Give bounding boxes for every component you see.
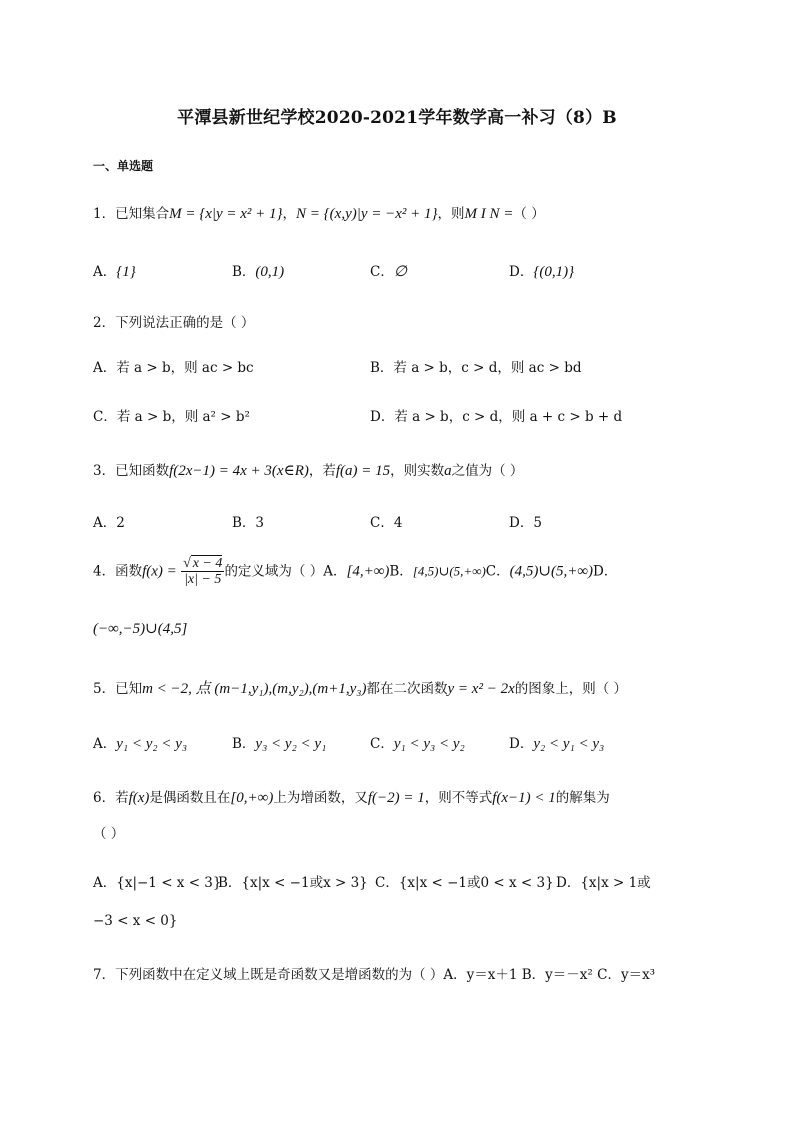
q1-option-c: C．∅ xyxy=(370,264,407,280)
q6-answer-parens: （ ） xyxy=(93,826,125,842)
q6-option-d: D．{x|x > 1或 xyxy=(556,875,651,891)
question-7-stem: 7．下列函数中在定义域上既是奇函数又是增函数的为（ ）A．y＝x＋1 B．y＝－x² C．y＝x³ xyxy=(93,967,656,983)
q6-option-b: B．{x|x < −1或x > 3} xyxy=(218,875,368,891)
question-2-stem: 2．下列说法正确的是（ ） xyxy=(93,315,255,331)
q3-option-b: B．3 xyxy=(232,515,265,531)
q1-option-b: B．(0,1) xyxy=(232,264,285,280)
q3-option-c: C．4 xyxy=(370,515,403,531)
page-title: 平潭县新世纪学校2020-2021学年数学高一补习（8）B xyxy=(177,108,617,128)
q1-option-d: D．{(0,1)} xyxy=(509,264,575,280)
q6-option-c: C．{x|x < −1或0 < x < 3} xyxy=(375,875,554,891)
q1-sep: ， xyxy=(282,206,297,222)
q1-set-n: N = {(x,y)|y = −x² + 1} xyxy=(296,206,438,222)
q1-text-b: ，则 xyxy=(437,206,465,222)
q5-option-c: C．y₁ < y₃ < y₂ xyxy=(370,736,465,752)
question-6-stem: 6．若f(x)是偶函数且在[0,+∞)上为增函数，又f(−2) = 1，则不等式f(x−1) < 1的解集为 xyxy=(93,790,610,806)
q2-option-c: C．若 a > b，则 a² > b² xyxy=(93,409,250,425)
q6-option-d-continued: −3 < x < 0} xyxy=(93,913,178,929)
q3-option-a: A．2 xyxy=(93,515,125,531)
q2-option-d: D．若 a > b，c > d，则 a + c > b + d xyxy=(370,409,623,425)
q1-intersection: M I N = xyxy=(464,206,514,222)
q1-option-a: A．{1} xyxy=(93,264,136,280)
q1-set-m: M = {x|y = x² + 1} xyxy=(169,206,283,222)
q2-option-a: A．若 a > b，则 ac > bc xyxy=(93,360,254,376)
question-5-stem: 5．已知m < −2, 点 (m−1,y₁),(m,y₂),(m+1,y₃)都在二次函数y = x² − 2x的图象上，则（ ） xyxy=(93,681,628,697)
question-3-stem: 3．已知函数f(2x−1) = 4x + 3(x∈R)，若f(a) = 15，则实数a之值为（ ） xyxy=(93,463,524,479)
q4-option-d-continued: (−∞,−5)∪(4,5] xyxy=(93,621,188,637)
q6-option-a: A．{x|−1 < x < 3} xyxy=(93,875,222,891)
q5-option-d: D．y₂ < y₁ < y₃ xyxy=(509,736,605,752)
question-1-stem xyxy=(93,202,545,223)
q5-option-b: B．y₃ < y₂ < y₁ xyxy=(232,736,327,752)
q4-fraction: $\frac{√ x - 4}{|x| - 5}$ xyxy=(183,556,223,588)
q3-option-d: D．5 xyxy=(509,515,542,531)
section-heading: 一、单选题 xyxy=(93,159,154,173)
q5-option-a: A．y₁ < y₂ < y₃ xyxy=(93,736,188,752)
q2-option-b: B．若 a > b，c > d，则 ac > bd xyxy=(370,360,582,376)
question-4-stem: 4．函数f(x) = $\frac{√ x - 4}{|x| - 5}$ 的定义域为（ ）A．[4,+∞)B．[4,5)∪(5,+∞)C．(4,5)∪(5,+∞)D． xyxy=(93,556,618,588)
q1-text-a: 1．已知集合 xyxy=(93,206,170,222)
q1-text-c: （ ） xyxy=(513,206,545,222)
